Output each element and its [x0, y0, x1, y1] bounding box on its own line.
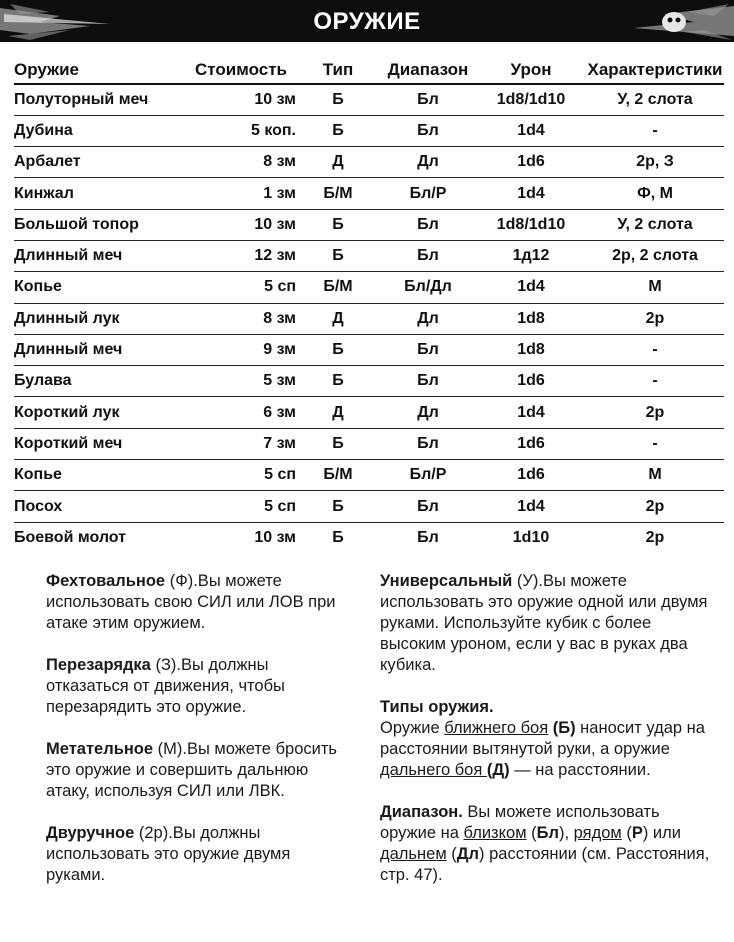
- properties-cell: 2р, 2 слота: [586, 240, 724, 271]
- column-header-weapon: Оружие: [14, 56, 186, 84]
- note-two-handed: [46, 823, 346, 886]
- note-text: (Ф).Вы можете использовать свою СИЛ или ЛОВ при атаке этим оружием.: [46, 572, 336, 632]
- properties-cell: М: [586, 272, 724, 303]
- range-cell: Бл: [380, 84, 476, 115]
- damage-cell: 1d6: [476, 366, 586, 397]
- ranged-abbr: (Д): [486, 761, 510, 779]
- weapon-name-cell: Короткий меч: [14, 428, 186, 459]
- close-term: близком: [463, 824, 527, 842]
- note-text: (: [621, 824, 632, 842]
- type-cell: Б: [296, 491, 380, 522]
- column-header-range: Диапазон: [380, 56, 476, 84]
- weapon-name-cell: Короткий лук: [14, 397, 186, 428]
- range-cell: Бл: [417, 529, 439, 547]
- note-text: ) расстоянии (см. Расстояния, стр. 47).: [380, 845, 710, 884]
- note-text: (М).Вы можете бросить это оружие и совершить дальнюю атаку, используя СИЛ или ЛВК.: [46, 740, 337, 800]
- note-text: наносит удар на расстоянии вытянутой руки, а оружие: [380, 719, 705, 758]
- type-cell: Б: [296, 240, 380, 271]
- melee-abbr: (Б): [552, 719, 576, 737]
- table-body: [14, 84, 724, 553]
- table-row: [14, 272, 724, 303]
- weapon-name-cell: Копье: [14, 272, 186, 303]
- damage-cell: 1d4: [476, 491, 586, 522]
- note-term: Метательное: [46, 740, 154, 758]
- table-row: [14, 366, 724, 397]
- cost-cell: 8 зм: [186, 303, 296, 334]
- properties-cell: -: [586, 334, 724, 365]
- table-row: [14, 240, 724, 271]
- ranged-term: дальнего боя: [380, 761, 487, 779]
- weapon-name-cell: Длинный лук: [14, 303, 186, 334]
- note-term: Универсальный: [380, 572, 513, 590]
- note-range: [380, 802, 710, 886]
- note-text: — на расстоянии.: [509, 761, 651, 779]
- properties-cell: -: [586, 366, 724, 397]
- weapon-name-cell: Кинжал: [14, 178, 186, 209]
- weapon-name-cell: Копье: [14, 460, 186, 491]
- type-cell: Б: [296, 428, 380, 459]
- type-cell: Б: [296, 366, 380, 397]
- melee-term: ближнего боя: [444, 719, 549, 737]
- note-heading: Типы оружия.: [380, 698, 494, 716]
- properties-cell: 2р, З: [586, 147, 724, 178]
- weapon-name-cell: Арбалет: [14, 147, 186, 178]
- note-weapon-types: [380, 697, 710, 781]
- range-cell: Дл: [380, 303, 476, 334]
- far-term: дальнем: [380, 845, 447, 863]
- far-abbr: Дл: [456, 845, 480, 863]
- type-cell: Б/М: [296, 460, 380, 491]
- damage-cell: 1d8/1d10: [476, 209, 586, 240]
- damage-cell: 1d10: [512, 529, 550, 547]
- note-loading: [46, 655, 346, 718]
- column-header-damage: Урон: [476, 56, 586, 84]
- properties-cell: У, 2 слота: [586, 84, 724, 115]
- note-term: Фехтовальное: [46, 572, 166, 590]
- properties-cell: 2р: [586, 491, 724, 522]
- type-cell: Д: [296, 303, 380, 334]
- note-versatile: [380, 571, 710, 676]
- type-cell: Б: [296, 115, 380, 146]
- damage-cell: 1d6: [476, 147, 586, 178]
- weapon-name-cell: Посох: [14, 491, 186, 522]
- weapon-name-cell: Дубина: [14, 115, 186, 146]
- properties-cell: 2р: [586, 303, 724, 334]
- table-header-row: [14, 56, 724, 84]
- cost-cell: 5 сп: [186, 272, 296, 303]
- damage-cell: 1d6: [476, 460, 586, 491]
- notes-left-column: [46, 571, 346, 907]
- range-cell: Дл: [380, 397, 476, 428]
- type-cell: Б/М: [296, 178, 380, 209]
- range-cell: Бл/Р: [380, 460, 476, 491]
- range-cell: Бл: [380, 491, 476, 522]
- column-header-type: Тип: [296, 56, 380, 84]
- near-term: рядом: [573, 824, 622, 842]
- type-cell: Б: [332, 529, 344, 547]
- type-cell: Б: [296, 334, 380, 365]
- type-cell: Б: [296, 84, 380, 115]
- range-cell: Бл/Р: [380, 178, 476, 209]
- damage-cell: 1d4: [476, 178, 586, 209]
- weapon-name-cell: Боевой молот: [14, 529, 127, 547]
- note-thrown: [46, 739, 346, 802]
- table-row: [14, 209, 724, 240]
- damage-cell: 1d8/1d10: [476, 84, 586, 115]
- note-text: ),: [558, 824, 574, 842]
- table-row: [14, 115, 724, 146]
- table-row: [14, 303, 724, 334]
- range-cell: Бл: [380, 240, 476, 271]
- cost-cell: 5 сп: [186, 491, 296, 522]
- properties-cell: 2р: [586, 397, 724, 428]
- near-abbr: Р: [631, 824, 643, 842]
- properties-cell: -: [586, 115, 724, 146]
- range-cell: Бл/Дл: [380, 272, 476, 303]
- properties-cell: 2р: [645, 529, 665, 547]
- column-header-properties: Характеристики: [586, 56, 724, 84]
- table-row: [14, 460, 724, 491]
- table-row: [14, 428, 724, 459]
- note-text: ) или: [642, 824, 681, 842]
- weapon-name-cell: Длинный меч: [14, 334, 186, 365]
- cost-cell: 10 зм: [254, 529, 296, 547]
- cost-cell: 10 зм: [186, 209, 296, 240]
- note-text: (: [446, 845, 457, 863]
- table-row: [14, 334, 724, 365]
- note-term: Двуручное: [46, 824, 135, 842]
- damage-cell: 1d4: [476, 397, 586, 428]
- cost-cell: 1 зм: [186, 178, 296, 209]
- note-text: Вы можете использовать оружие на: [380, 803, 660, 842]
- table-row: [14, 397, 724, 428]
- weapon-name-cell: Большой топор: [14, 209, 186, 240]
- cost-cell: 10 зм: [186, 84, 296, 115]
- range-cell: Дл: [380, 147, 476, 178]
- cost-cell: 9 зм: [186, 334, 296, 365]
- cost-cell: 6 зм: [186, 397, 296, 428]
- type-cell: Б/М: [296, 272, 380, 303]
- note-text: (2р).Вы должны использовать это оружие двумя руками.: [46, 824, 291, 884]
- title-banner: [0, 0, 734, 42]
- note-text: (У).Вы можете использовать это оружие одной или двумя руками. Используйте кубик с более высоким уроном, если у вас в руках два кубика.: [380, 572, 708, 674]
- weapon-name-cell: Полуторный меч: [14, 84, 186, 115]
- range-cell: Бл: [380, 334, 476, 365]
- page-title: ОРУЖИЕ: [313, 8, 421, 35]
- table-row: [14, 491, 724, 522]
- damage-cell: 1d4: [476, 115, 586, 146]
- note-text: (З).Вы должны отказаться от движения, чтобы перезарядить это оружие.: [46, 656, 285, 716]
- properties-cell: Ф, М: [586, 178, 724, 209]
- table-row: [14, 522, 724, 553]
- range-cell: Бл: [380, 115, 476, 146]
- cost-cell: 5 коп.: [186, 115, 296, 146]
- weapon-name-cell: Длинный меч: [14, 240, 186, 271]
- range-cell: Бл: [380, 209, 476, 240]
- weapon-name-cell: Булава: [14, 366, 186, 397]
- damage-cell: 1d4: [476, 272, 586, 303]
- table-row: [14, 147, 724, 178]
- type-cell: Д: [296, 147, 380, 178]
- close-abbr: Бл: [536, 824, 559, 842]
- table-row: [14, 178, 724, 209]
- column-header-cost: Стоимость: [186, 56, 296, 84]
- notes-right-column: [380, 571, 710, 907]
- note-text: Оружие: [380, 719, 445, 737]
- range-cell: Бл: [380, 366, 476, 397]
- properties-cell: М: [586, 460, 724, 491]
- weapons-table: [14, 56, 724, 553]
- properties-cell: -: [586, 428, 724, 459]
- type-cell: Б: [296, 209, 380, 240]
- cost-cell: 12 зм: [186, 240, 296, 271]
- cost-cell: 7 зм: [186, 428, 296, 459]
- note-text: (: [526, 824, 537, 842]
- cost-cell: 5 зм: [186, 366, 296, 397]
- damage-cell: 1d6: [476, 428, 586, 459]
- table-row: [14, 84, 724, 115]
- cost-cell: 8 зм: [186, 147, 296, 178]
- damage-cell: 1d8: [476, 334, 586, 365]
- cost-cell: 5 сп: [186, 460, 296, 491]
- note-heading: Диапазон.: [380, 803, 463, 821]
- damage-cell: 1d8: [476, 303, 586, 334]
- note-term: Перезарядка: [46, 656, 151, 674]
- damage-cell: 1д12: [476, 240, 586, 271]
- type-cell: Д: [296, 397, 380, 428]
- note-finesse: [46, 571, 346, 634]
- range-cell: Бл: [380, 428, 476, 459]
- properties-cell: У, 2 слота: [586, 209, 724, 240]
